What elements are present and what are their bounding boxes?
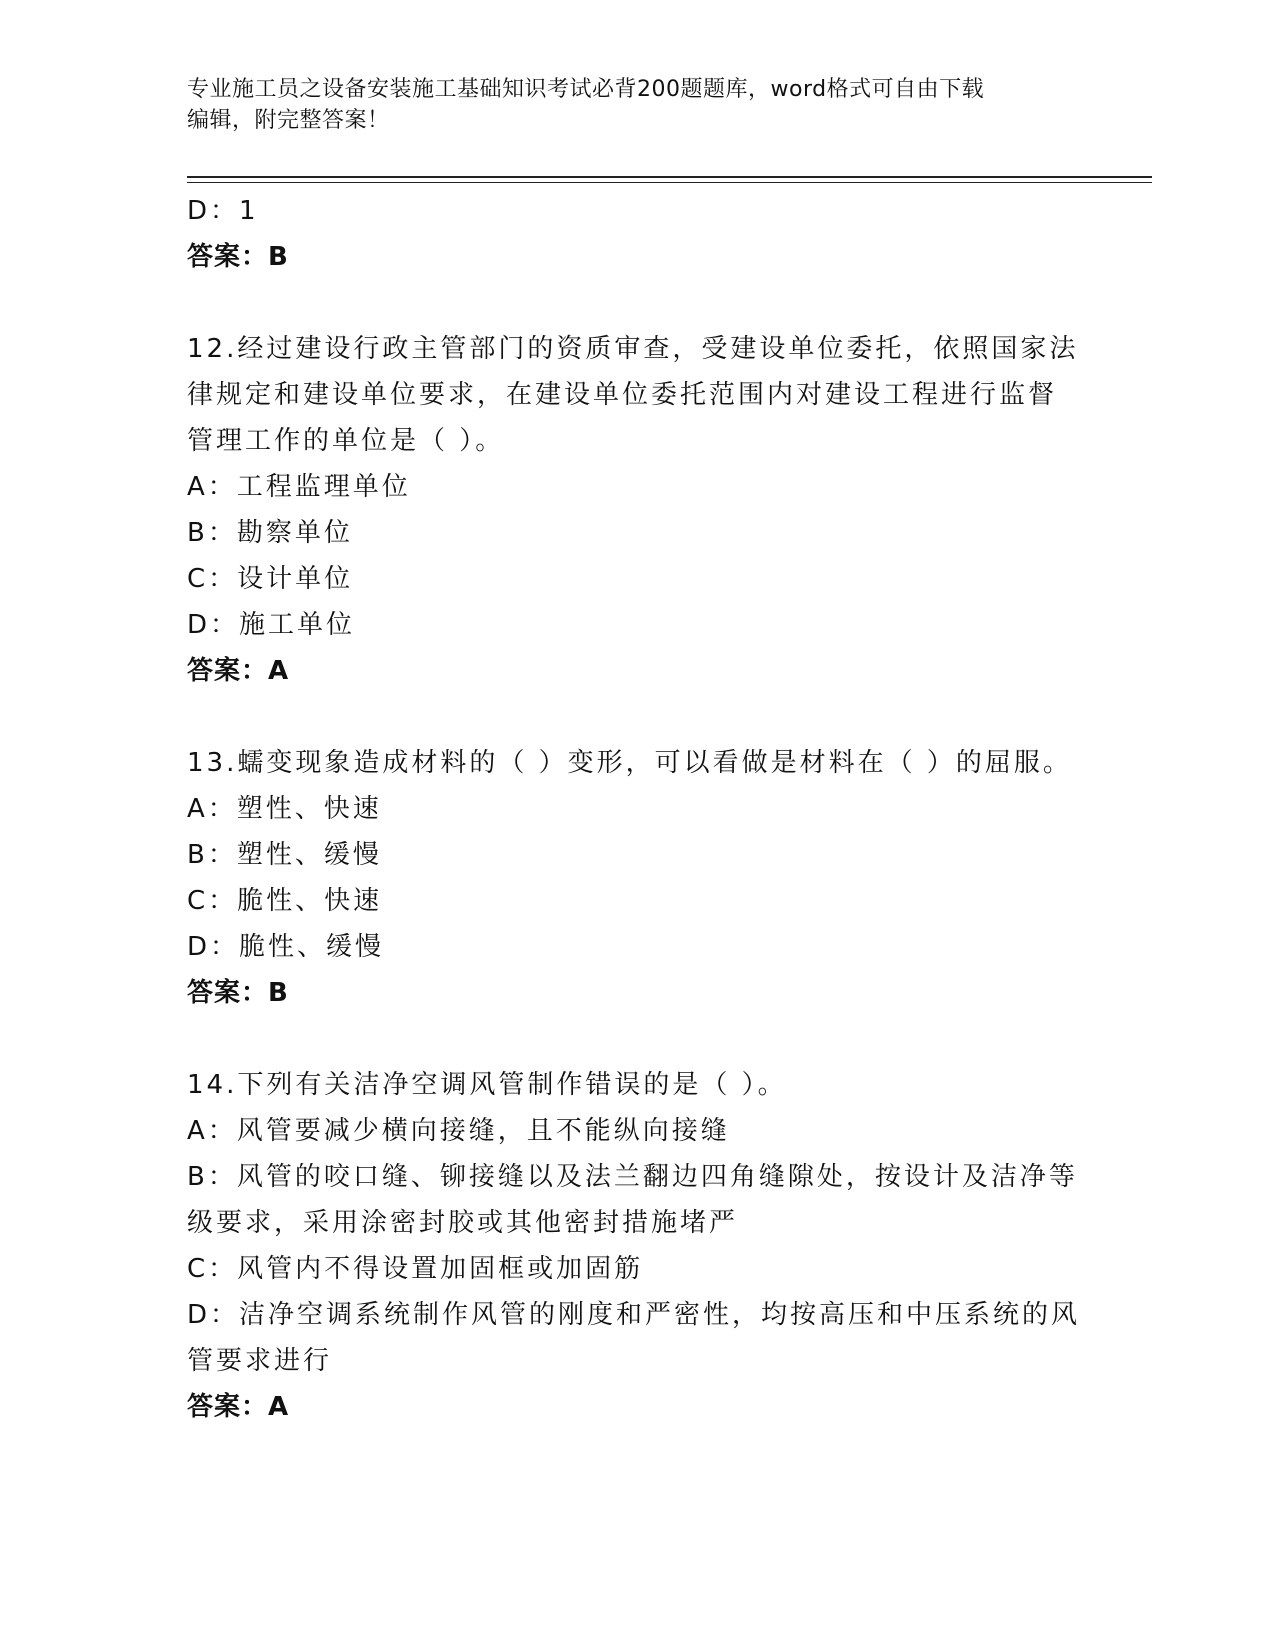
question-stem-line: 14.下列有关洁净空调风管制作错误的是（ ）。 <box>187 1070 787 1100</box>
option-d: D：洁净空调系统制作风管的刚度和严密性，均按高压和中压系统的风 <box>187 1300 1081 1330</box>
question-13 <box>187 740 1087 1016</box>
option-c: C：脆性、快速 <box>187 886 383 916</box>
header-title-line-2: 编辑，附完整答案！ <box>187 108 390 133</box>
question-list <box>187 188 1087 1430</box>
header-divider-thin <box>187 182 1152 183</box>
option-c: C：设计单位 <box>187 564 354 594</box>
header-divider-thick <box>187 176 1152 178</box>
previous-question-tail <box>187 188 1087 280</box>
option-b-continued: 级要求，采用涂密封胶或其他密封措施堵严 <box>187 1208 739 1238</box>
option-d: D：施工单位 <box>187 610 356 640</box>
header-title-line-1: 专业施工员之设备安装施工基础知识考试必背200题题库，word格式可自由下载 <box>187 77 985 102</box>
question-stem-line: 12.经过建设行政主管部门的资质审查，受建设单位委托，依照国家法 <box>187 334 1079 364</box>
question-14 <box>187 1062 1087 1430</box>
option-b: B：勘察单位 <box>187 518 353 548</box>
question-stem-line: 管理工作的单位是（ ）。 <box>187 426 505 456</box>
option-a: A：塑性、快速 <box>187 794 382 824</box>
question-stem-line: 13.蠕变现象造成材料的（ ）变形，可以看做是材料在（ ）的屈服。 <box>187 748 1072 778</box>
answer-line: 答案：B <box>187 978 289 1008</box>
option-d-continued: 管要求进行 <box>187 1346 333 1376</box>
option-d: D：1 <box>187 196 259 226</box>
option-b: B：风管的咬口缝、铆接缝以及法兰翻边四角缝隙处，按设计及洁净等 <box>187 1162 1078 1192</box>
option-c: C：风管内不得设置加固框或加固筋 <box>187 1254 644 1284</box>
option-b: B：塑性、缓慢 <box>187 840 382 870</box>
option-a: A：风管要减少横向接缝，且不能纵向接缝 <box>187 1116 730 1146</box>
option-a: A：工程监理单位 <box>187 472 411 502</box>
answer-line: 答案：B <box>187 242 289 272</box>
option-d: D：脆性、缓慢 <box>187 932 385 962</box>
question-stem-line: 律规定和建设单位要求，在建设单位委托范围内对建设工程进行监督 <box>187 380 1058 410</box>
answer-line: 答案：A <box>187 1392 290 1422</box>
question-12 <box>187 326 1087 694</box>
answer-line: 答案：A <box>187 656 290 686</box>
document-header <box>187 74 1067 136</box>
